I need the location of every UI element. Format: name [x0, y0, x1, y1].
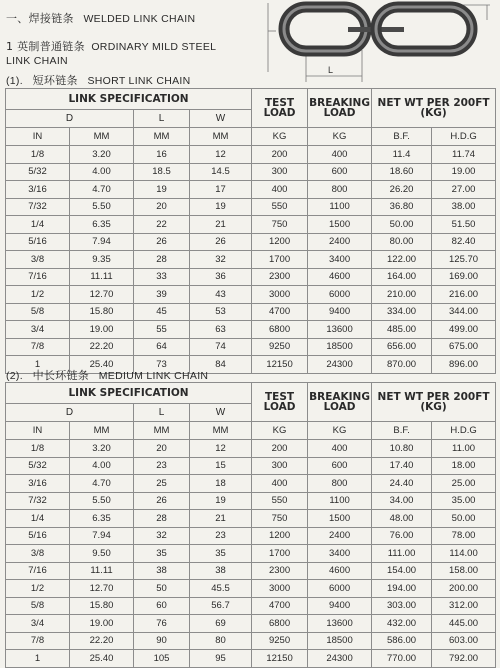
header-line-3 [6, 55, 68, 67]
bf-unit: B.F. [372, 128, 432, 146]
test-load-kg-cell: 300 [252, 163, 308, 181]
d-mm-cell: 3.20 [70, 440, 134, 458]
d-mm-cell: 5.50 [70, 198, 134, 216]
in-unit: IN [6, 422, 70, 440]
d-mm-cell: 12.70 [70, 286, 134, 304]
weight-bf-cell: 48.00 [372, 510, 432, 528]
d-mm-cell: 3.20 [70, 146, 134, 164]
w-mm-cell: 14.5 [190, 163, 252, 181]
size-in-cell: 3/16 [6, 181, 70, 199]
weight-bf-cell: 17.40 [372, 457, 432, 475]
weight-bf-cell: 210.00 [372, 286, 432, 304]
section-1-heading [6, 72, 191, 88]
w-mm-cell: 23 [190, 527, 252, 545]
test-load-kg-cell: 3000 [252, 580, 308, 598]
section-2-number: (2). [6, 370, 23, 382]
l-mm-cell: 60 [134, 597, 190, 615]
d-mm-cell: 6.35 [70, 216, 134, 234]
test-load-kg-cell: 4700 [252, 303, 308, 321]
test-load-kg-cell: 9250 [252, 338, 308, 356]
l-mm-cell: 16 [134, 146, 190, 164]
test-load-kg-cell: 1200 [252, 233, 308, 251]
w-mm-cell: 45.5 [190, 580, 252, 598]
test-load-kg-cell: 2300 [252, 268, 308, 286]
chain-link-diagram [262, 0, 500, 82]
d-mm-cell: 7.94 [70, 527, 134, 545]
table-row [6, 650, 496, 668]
table-row [6, 527, 496, 545]
test-load-kg-cell: 1700 [252, 251, 308, 269]
breaking-load-kg-cell: 1100 [308, 492, 372, 510]
d-mm-cell: 11.11 [70, 562, 134, 580]
size-in-cell: 3/4 [6, 615, 70, 633]
l-mm-cell: 55 [134, 321, 190, 339]
weight-hdg-cell: 51.50 [432, 216, 496, 234]
table-row [6, 321, 496, 339]
weight-bf-cell: 164.00 [372, 268, 432, 286]
weight-bf-cell: 50.00 [372, 216, 432, 234]
w-mm-cell: 19 [190, 492, 252, 510]
weight-bf-cell: 656.00 [372, 338, 432, 356]
weight-hdg-cell: 35.00 [432, 492, 496, 510]
weight-bf-cell: 76.00 [372, 527, 432, 545]
weight-bf-cell: 334.00 [372, 303, 432, 321]
weight-hdg-cell: 18.00 [432, 457, 496, 475]
d-mm-cell: 5.50 [70, 492, 134, 510]
dimension-label-l: L [328, 65, 334, 75]
weight-hdg-cell: 114.00 [432, 545, 496, 563]
size-in-cell: 5/8 [6, 303, 70, 321]
section-2-title-en: MEDIUM LINK CHAIN [98, 370, 209, 382]
weight-hdg-cell: 896.00 [432, 356, 496, 374]
d-mm-cell: 4.00 [70, 457, 134, 475]
l-mm-cell: 28 [134, 251, 190, 269]
size-in-cell: 5/8 [6, 597, 70, 615]
test-load-kg-cell: 400 [252, 181, 308, 199]
w-mm-cell: 43 [190, 286, 252, 304]
weight-hdg-cell: 603.00 [432, 632, 496, 650]
test-load-kg-cell: 200 [252, 440, 308, 458]
breaking-load-kg-cell: 18500 [308, 338, 372, 356]
breaking-load-header: BREAKING LOAD [308, 383, 372, 422]
weight-bf-cell: 10.80 [372, 440, 432, 458]
section-2-heading [6, 367, 208, 383]
test-load-kg-cell: 4700 [252, 597, 308, 615]
table-row [6, 198, 496, 216]
w-mm-cell: 26 [190, 233, 252, 251]
medium-link-chain-rows [6, 440, 496, 668]
size-in-cell: 7/8 [6, 632, 70, 650]
breaking-load-kg-cell: 400 [308, 146, 372, 164]
welded-chain-title-en: WELDED LINK CHAIN [83, 13, 196, 25]
weight-hdg-cell: 78.00 [432, 527, 496, 545]
header-line-2 [6, 38, 216, 54]
breaking-load-kg-cell: 9400 [308, 303, 372, 321]
breaking-load-kg-cell: 6000 [308, 580, 372, 598]
w-mm-cell: 12 [190, 146, 252, 164]
breaking-load-kg-cell: 13600 [308, 615, 372, 633]
d-mm-cell: 11.11 [70, 268, 134, 286]
size-in-cell: 3/16 [6, 475, 70, 493]
size-in-cell: 3/8 [6, 251, 70, 269]
ordinary-chain-title-en: ORDINARY MILD STEEL [91, 41, 217, 53]
table-row [6, 233, 496, 251]
table-row [6, 251, 496, 269]
l-mm-cell: 35 [134, 545, 190, 563]
test-load-kg-cell: 1700 [252, 545, 308, 563]
w-mm-cell: 21 [190, 216, 252, 234]
w-mm-cell: 56.7 [190, 597, 252, 615]
size-in-cell: 1/4 [6, 510, 70, 528]
breaking-load-kg-cell: 1500 [308, 510, 372, 528]
breaking-load-kg-cell: 2400 [308, 233, 372, 251]
size-in-cell: 5/16 [6, 527, 70, 545]
l-mm-cell: 20 [134, 440, 190, 458]
d-mm-cell: 22.20 [70, 632, 134, 650]
mm-unit-w: MM [190, 422, 252, 440]
l-mm-cell: 28 [134, 510, 190, 528]
mm-unit-l: MM [134, 422, 190, 440]
d-mm-cell: 12.70 [70, 580, 134, 598]
weight-hdg-cell: 216.00 [432, 286, 496, 304]
w-mm-cell: 63 [190, 321, 252, 339]
table-row [6, 181, 496, 199]
kg-unit-test: KG [252, 128, 308, 146]
table-row [6, 146, 496, 164]
breaking-load-kg-cell: 4600 [308, 562, 372, 580]
test-load-header: TEST LOAD [252, 89, 308, 128]
link-spec-header: LINK SPECIFICATION [6, 383, 252, 404]
weight-bf-cell: 870.00 [372, 356, 432, 374]
weight-bf-cell: 432.00 [372, 615, 432, 633]
welded-chain-title-cn: 一、焊接链条 [6, 12, 74, 25]
w-mm-cell: 12 [190, 440, 252, 458]
test-load-kg-cell: 12150 [252, 650, 308, 668]
breaking-load-kg-cell: 2400 [308, 527, 372, 545]
w-mm-cell: 38 [190, 562, 252, 580]
table-row [6, 615, 496, 633]
test-load-kg-cell: 300 [252, 457, 308, 475]
section-2-title-cn: 中长环链条 [32, 369, 90, 382]
w-mm-cell: 15 [190, 457, 252, 475]
size-in-cell: 1/8 [6, 146, 70, 164]
d-mm-cell: 15.80 [70, 597, 134, 615]
size-in-cell: 1/2 [6, 286, 70, 304]
weight-bf-cell: 18.60 [372, 163, 432, 181]
weight-hdg-cell: 792.00 [432, 650, 496, 668]
test-load-kg-cell: 200 [252, 146, 308, 164]
test-load-kg-cell: 6800 [252, 615, 308, 633]
mm-unit-d: MM [70, 128, 134, 146]
weight-bf-cell: 24.40 [372, 475, 432, 493]
table-row [6, 545, 496, 563]
l-mm-cell: 18.5 [134, 163, 190, 181]
breaking-load-kg-cell: 6000 [308, 286, 372, 304]
l-mm-cell: 23 [134, 457, 190, 475]
l-mm-cell: 64 [134, 338, 190, 356]
weight-hdg-cell: 11.74 [432, 146, 496, 164]
l-mm-cell: 33 [134, 268, 190, 286]
weight-hdg-cell: 27.00 [432, 181, 496, 199]
size-in-cell: 7/16 [6, 268, 70, 286]
size-in-cell: 1/8 [6, 440, 70, 458]
breaking-load-kg-cell: 3400 [308, 545, 372, 563]
test-load-kg-cell: 750 [252, 216, 308, 234]
breaking-load-kg-cell: 18500 [308, 632, 372, 650]
weight-hdg-cell: 158.00 [432, 562, 496, 580]
d-header: D [6, 110, 134, 128]
weight-hdg-cell: 499.00 [432, 321, 496, 339]
test-load-kg-cell: 3000 [252, 286, 308, 304]
d-mm-cell: 22.20 [70, 338, 134, 356]
l-mm-cell: 90 [134, 632, 190, 650]
size-in-cell: 7/32 [6, 198, 70, 216]
l-mm-cell: 39 [134, 286, 190, 304]
d-mm-cell: 9.50 [70, 545, 134, 563]
ordinary-chain-title-cn: 1 英制普通链条 [6, 40, 85, 53]
short-link-chain-rows [6, 146, 496, 374]
weight-hdg-cell: 675.00 [432, 338, 496, 356]
l-mm-cell: 76 [134, 615, 190, 633]
table-row [6, 510, 496, 528]
l-mm-cell: 73 [134, 356, 190, 374]
test-load-kg-cell: 6800 [252, 321, 308, 339]
size-in-cell: 1/2 [6, 580, 70, 598]
weight-hdg-cell: 344.00 [432, 303, 496, 321]
breaking-load-kg-cell: 800 [308, 475, 372, 493]
net-wt-header: NET WT PER 200FT (KG) [372, 89, 496, 128]
l-mm-cell: 105 [134, 650, 190, 668]
table-row [6, 580, 496, 598]
l-mm-cell: 22 [134, 216, 190, 234]
l-mm-cell: 32 [134, 527, 190, 545]
w-mm-cell: 36 [190, 268, 252, 286]
test-load-kg-cell: 550 [252, 198, 308, 216]
link-spec-header: LINK SPECIFICATION [6, 89, 252, 110]
breaking-load-kg-cell: 13600 [308, 321, 372, 339]
l-mm-cell: 25 [134, 475, 190, 493]
d-mm-cell: 15.80 [70, 303, 134, 321]
weight-hdg-cell: 19.00 [432, 163, 496, 181]
d-mm-cell: 25.40 [70, 650, 134, 668]
weight-hdg-cell: 82.40 [432, 233, 496, 251]
w-mm-cell: 17 [190, 181, 252, 199]
w-mm-cell: 21 [190, 510, 252, 528]
breaking-load-kg-cell: 3400 [308, 251, 372, 269]
weight-bf-cell: 194.00 [372, 580, 432, 598]
table-row [6, 440, 496, 458]
d-mm-cell: 25.40 [70, 356, 134, 374]
table-row [6, 286, 496, 304]
hdg-unit: H.D.G [432, 128, 496, 146]
w-mm-cell: 74 [190, 338, 252, 356]
breaking-load-kg-cell: 9400 [308, 597, 372, 615]
size-in-cell: 1 [6, 356, 70, 374]
breaking-load-kg-cell: 1100 [308, 198, 372, 216]
l-mm-cell: 20 [134, 198, 190, 216]
w-mm-cell: 69 [190, 615, 252, 633]
test-load-kg-cell: 12150 [252, 356, 308, 374]
weight-hdg-cell: 200.00 [432, 580, 496, 598]
l-mm-cell: 26 [134, 492, 190, 510]
breaking-load-kg-cell: 400 [308, 440, 372, 458]
weight-hdg-cell: 25.00 [432, 475, 496, 493]
table-row [6, 562, 496, 580]
table-row [6, 268, 496, 286]
w-header: W [190, 110, 252, 128]
l-mm-cell: 19 [134, 181, 190, 199]
d-mm-cell: 19.00 [70, 321, 134, 339]
kg-unit-test: KG [252, 422, 308, 440]
link-chain-title-en: LINK CHAIN [6, 55, 68, 67]
mm-unit-d: MM [70, 422, 134, 440]
l-header: L [134, 110, 190, 128]
test-load-kg-cell: 400 [252, 475, 308, 493]
net-wt-header: NET WT PER 200FT (KG) [372, 383, 496, 422]
size-in-cell: 7/16 [6, 562, 70, 580]
section-1-title-en: SHORT LINK CHAIN [87, 75, 191, 87]
table-row [6, 597, 496, 615]
d-mm-cell: 9.35 [70, 251, 134, 269]
breaking-load-header: BREAKING LOAD [308, 89, 372, 128]
weight-bf-cell: 770.00 [372, 650, 432, 668]
weight-bf-cell: 80.00 [372, 233, 432, 251]
table-row [6, 632, 496, 650]
breaking-load-kg-cell: 800 [308, 181, 372, 199]
w-mm-cell: 84 [190, 356, 252, 374]
l-header: L [134, 404, 190, 422]
weight-bf-cell: 36.80 [372, 198, 432, 216]
w-mm-cell: 53 [190, 303, 252, 321]
table-row [6, 216, 496, 234]
table-row [6, 303, 496, 321]
weight-bf-cell: 154.00 [372, 562, 432, 580]
l-mm-cell: 45 [134, 303, 190, 321]
table-row [6, 457, 496, 475]
test-load-kg-cell: 550 [252, 492, 308, 510]
test-load-header: TEST LOAD [252, 383, 308, 422]
w-mm-cell: 80 [190, 632, 252, 650]
weight-bf-cell: 303.00 [372, 597, 432, 615]
weight-bf-cell: 34.00 [372, 492, 432, 510]
medium-link-chain-table [5, 382, 496, 668]
breaking-load-kg-cell: 4600 [308, 268, 372, 286]
table-row [6, 492, 496, 510]
in-unit: IN [6, 128, 70, 146]
kg-unit-break: KG [308, 128, 372, 146]
kg-unit-break: KG [308, 422, 372, 440]
d-header: D [6, 404, 134, 422]
size-in-cell: 5/32 [6, 457, 70, 475]
bf-unit: B.F. [372, 422, 432, 440]
table-row [6, 163, 496, 181]
test-load-kg-cell: 9250 [252, 632, 308, 650]
size-in-cell: 7/32 [6, 492, 70, 510]
d-mm-cell: 4.00 [70, 163, 134, 181]
weight-bf-cell: 485.00 [372, 321, 432, 339]
size-in-cell: 3/4 [6, 321, 70, 339]
size-in-cell: 5/16 [6, 233, 70, 251]
breaking-load-kg-cell: 24300 [308, 650, 372, 668]
d-mm-cell: 7.94 [70, 233, 134, 251]
weight-hdg-cell: 169.00 [432, 268, 496, 286]
breaking-load-kg-cell: 24300 [308, 356, 372, 374]
w-mm-cell: 32 [190, 251, 252, 269]
l-mm-cell: 50 [134, 580, 190, 598]
section-1-title-cn: 短环链条 [32, 74, 78, 87]
w-mm-cell: 95 [190, 650, 252, 668]
weight-hdg-cell: 445.00 [432, 615, 496, 633]
table-row [6, 475, 496, 493]
mm-unit-l: MM [134, 128, 190, 146]
w-mm-cell: 35 [190, 545, 252, 563]
breaking-load-kg-cell: 1500 [308, 216, 372, 234]
weight-bf-cell: 586.00 [372, 632, 432, 650]
size-in-cell: 3/8 [6, 545, 70, 563]
test-load-kg-cell: 2300 [252, 562, 308, 580]
section-1-number: (1). [6, 75, 23, 87]
d-mm-cell: 19.00 [70, 615, 134, 633]
l-mm-cell: 26 [134, 233, 190, 251]
weight-bf-cell: 122.00 [372, 251, 432, 269]
table-row [6, 338, 496, 356]
d-mm-cell: 4.70 [70, 181, 134, 199]
weight-hdg-cell: 125.70 [432, 251, 496, 269]
hdg-unit: H.D.G [432, 422, 496, 440]
d-mm-cell: 6.35 [70, 510, 134, 528]
weight-hdg-cell: 11.00 [432, 440, 496, 458]
weight-hdg-cell: 50.00 [432, 510, 496, 528]
test-load-kg-cell: 750 [252, 510, 308, 528]
header-line-1 [6, 10, 195, 26]
d-mm-cell: 4.70 [70, 475, 134, 493]
weight-bf-cell: 11.4 [372, 146, 432, 164]
mm-unit-w: MM [190, 128, 252, 146]
breaking-load-kg-cell: 600 [308, 457, 372, 475]
test-load-kg-cell: 1200 [252, 527, 308, 545]
l-mm-cell: 38 [134, 562, 190, 580]
w-header: W [190, 404, 252, 422]
size-in-cell: 7/8 [6, 338, 70, 356]
weight-hdg-cell: 38.00 [432, 198, 496, 216]
size-in-cell: 1/4 [6, 216, 70, 234]
short-link-chain-table [5, 88, 496, 374]
weight-hdg-cell: 312.00 [432, 597, 496, 615]
size-in-cell: 5/32 [6, 163, 70, 181]
size-in-cell: 1 [6, 650, 70, 668]
weight-bf-cell: 26.20 [372, 181, 432, 199]
w-mm-cell: 18 [190, 475, 252, 493]
w-mm-cell: 19 [190, 198, 252, 216]
weight-bf-cell: 111.00 [372, 545, 432, 563]
breaking-load-kg-cell: 600 [308, 163, 372, 181]
